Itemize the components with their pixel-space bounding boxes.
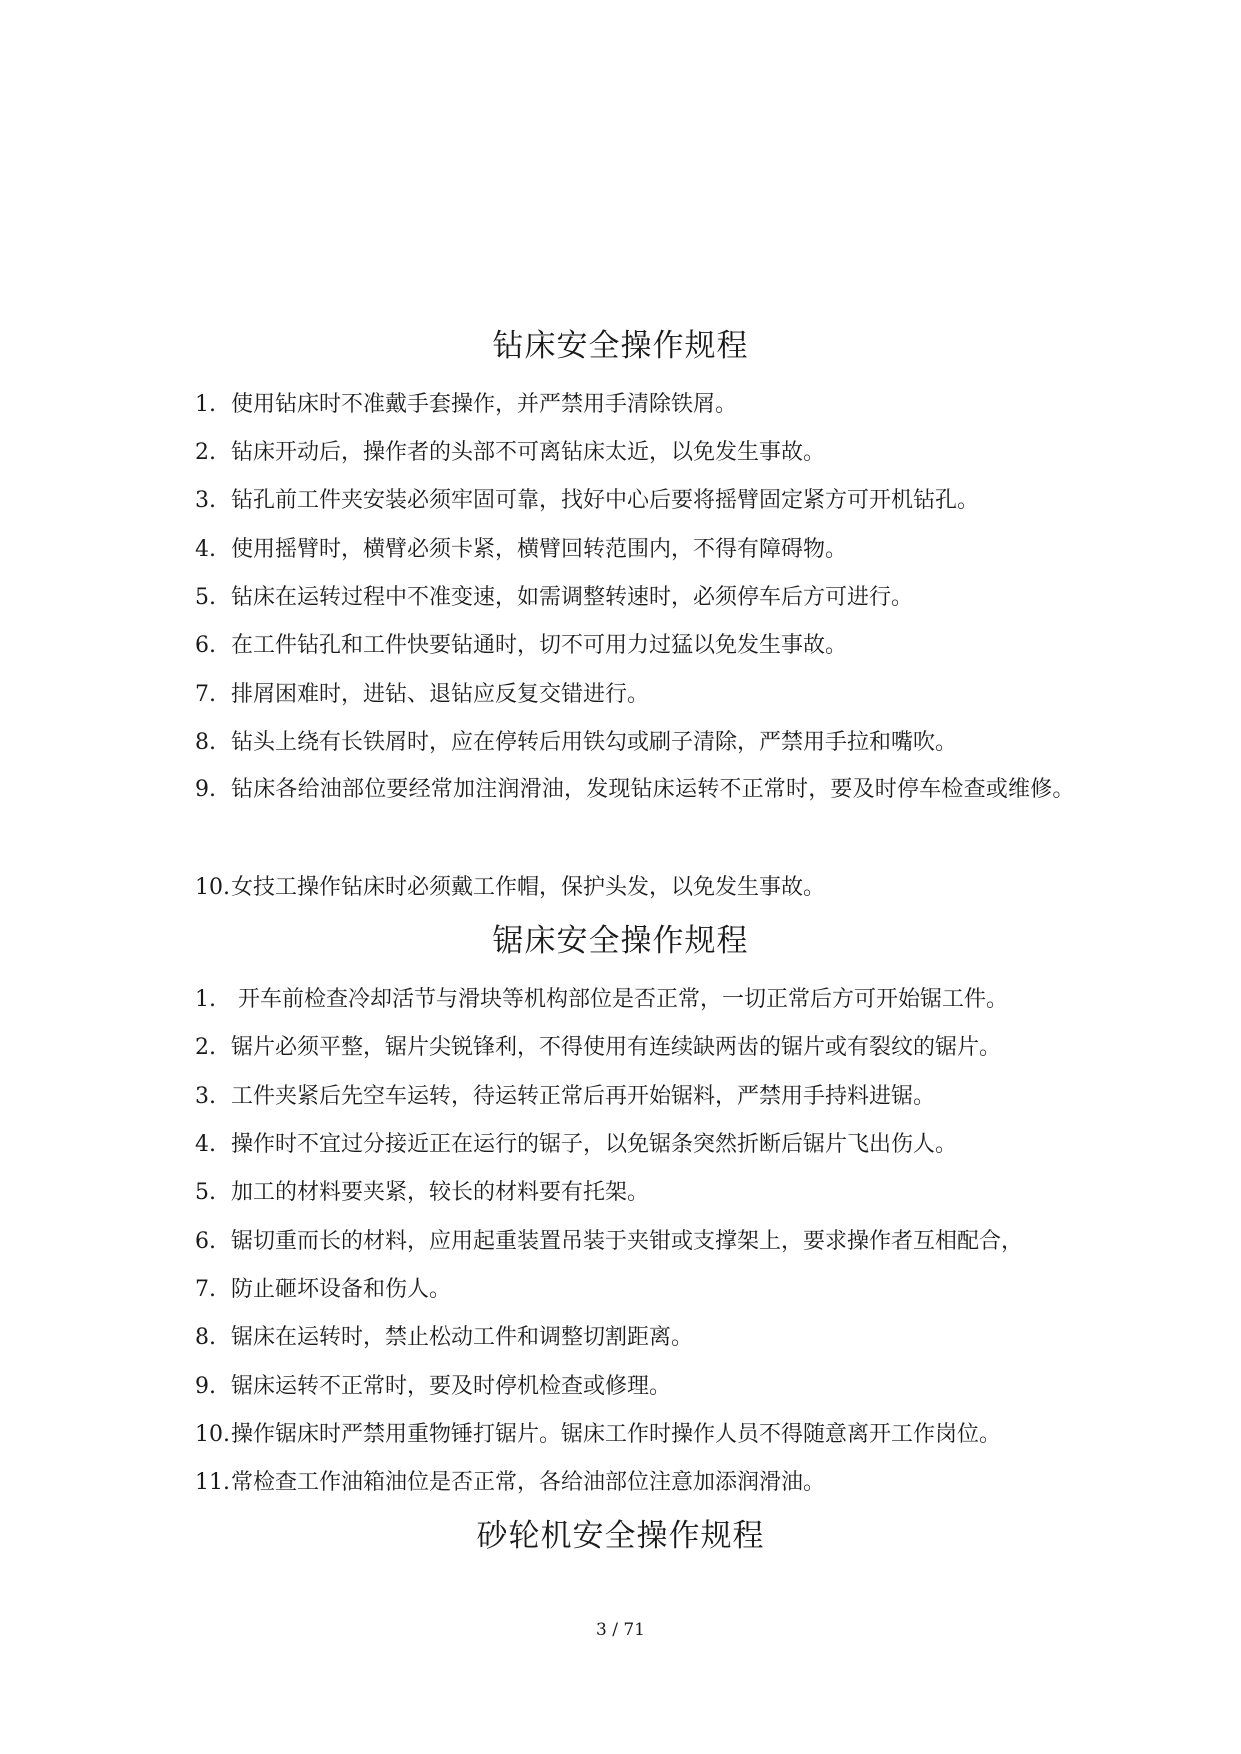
- rule-text: 使用钻床时不准戴手套操作，并严禁用手清除铁屑。: [231, 392, 738, 417]
- rule-number: 1.: [195, 987, 216, 1012]
- saw-rule-6: [195, 1227, 1125, 1257]
- rule-number: 5.: [195, 585, 216, 610]
- drill-rule-3: [195, 486, 1125, 516]
- rule-number: 8.: [195, 730, 216, 755]
- section-title-saw: 锯床安全操作规程: [492, 923, 749, 959]
- rule-text: 排屑困难时，进钻、退钻应反复交错进行。: [231, 682, 650, 707]
- page-number: 3 / 71: [596, 1620, 645, 1640]
- rule-text: 锯片必须平整，锯片尖锐锋利，不得使用有连续缺两齿的锯片或有裂纹的锯片。: [231, 1035, 1002, 1060]
- rule-text: 锯切重而长的材料，应用起重装置吊装于夹钳或支撑架上，要求操作者互相配合，: [231, 1229, 1024, 1254]
- rule-number: 8.: [195, 1325, 216, 1350]
- drill-rule-8: [195, 728, 1125, 758]
- rule-text: 防止砸坏设备和伤人。: [231, 1277, 452, 1302]
- rule-number: 6.: [195, 1229, 216, 1254]
- saw-rule-11: [195, 1468, 1125, 1498]
- rule-number: 7.: [195, 1277, 216, 1302]
- rule-text: 工件夹紧后先空车运转，待运转正常后再开始锯料，严禁用手持料进锯。: [231, 1084, 936, 1109]
- rule-text: 加工的材料要夹紧，较长的材料要有托架。: [231, 1180, 650, 1205]
- rule-number: 4.: [195, 1132, 216, 1157]
- saw-rule-9: [195, 1372, 1125, 1402]
- rule-number: 10.: [195, 1422, 230, 1447]
- drill-rule-9: [195, 766, 1125, 814]
- rule-text: 钻床开动后，操作者的头部不可离钻床太近，以免发生事故。: [231, 440, 826, 465]
- rule-number: 9.: [195, 777, 216, 802]
- rule-text: 女技工操作钻床时必须戴工作帽，保护头发，以免发生事故。: [231, 875, 826, 900]
- saw-rule-2: [195, 1033, 1125, 1063]
- rule-text: 开车前检查冷却活节与滑块等机构部位是否正常，一切正常后方可开始锯工件。: [231, 987, 1008, 1012]
- saw-rule-10: [195, 1420, 1125, 1450]
- rule-text: 在工件钻孔和工件快要钻通时，切不可用力过猛以免发生事故。: [231, 633, 848, 658]
- drill-rule-2: [195, 438, 1125, 468]
- section-title-grinder: 砂轮机安全操作规程: [476, 1518, 765, 1554]
- drill-rule-7: [195, 680, 1125, 710]
- rule-number: 4.: [195, 537, 216, 562]
- rule-number: 2.: [195, 1035, 216, 1060]
- drill-rule-10: [195, 873, 1125, 903]
- saw-rule-7: [195, 1275, 1125, 1305]
- rule-number: 11.: [195, 1470, 230, 1495]
- rule-number: 6.: [195, 633, 216, 658]
- rule-number: 10.: [195, 875, 230, 900]
- rule-text: 操作锯床时严禁用重物锤打锯片。锯床工作时操作人员不得随意离开工作岗位。: [231, 1422, 1002, 1447]
- saw-rule-3: [195, 1082, 1125, 1112]
- rule-number: 5.: [195, 1180, 216, 1205]
- drill-rule-1: [195, 390, 1125, 420]
- rule-text: 使用摇臂时，横臂必须卡紧，横臂回转范围内，不得有障碍物。: [231, 537, 848, 562]
- saw-rule-8: [195, 1323, 1125, 1353]
- rule-text: 钻孔前工件夹安装必须牢固可靠，找好中心后要将摇臂固定紧方可开机钻孔。: [231, 488, 980, 513]
- drill-rule-5: [195, 583, 1125, 613]
- drill-rule-4: [195, 535, 1125, 565]
- rule-number: 9.: [195, 1374, 216, 1399]
- saw-rule-4: [195, 1130, 1125, 1160]
- rule-text: 钻床各给油部位要经常加注润滑油，发现钻床运转不正常时，要及时停车检查或维修。: [231, 777, 1075, 802]
- rule-number: 2.: [195, 440, 216, 465]
- rule-text: 操作时不宜过分接近正在运行的锯子，以免锯条突然折断后锯片飞出伤人。: [231, 1132, 958, 1157]
- rule-text: 锯床运转不正常时，要及时停机检查或修理。: [231, 1374, 672, 1399]
- rule-text: 钻床在运转过程中不准变速，如需调整转速时，必须停车后方可进行。: [231, 585, 914, 610]
- rule-number: 1.: [195, 392, 216, 417]
- rule-text: 常检查工作油箱油位是否正常，各给油部位注意加添润滑油。: [231, 1470, 826, 1495]
- rule-number: 7.: [195, 682, 216, 707]
- section-title-drill: 钻床安全操作规程: [492, 328, 749, 364]
- rule-number: 3.: [195, 488, 216, 513]
- saw-rule-1: [195, 985, 1125, 1015]
- rule-number: 3.: [195, 1084, 216, 1109]
- drill-rule-6: [195, 631, 1125, 661]
- saw-rule-5: [195, 1178, 1125, 1208]
- rule-text: 钻头上绕有长铁屑时，应在停转后用铁勾或刷子清除，严禁用手拉和嘴吹。: [231, 730, 958, 755]
- rule-text: 锯床在运转时，禁止松动工件和调整切割距离。: [231, 1325, 694, 1350]
